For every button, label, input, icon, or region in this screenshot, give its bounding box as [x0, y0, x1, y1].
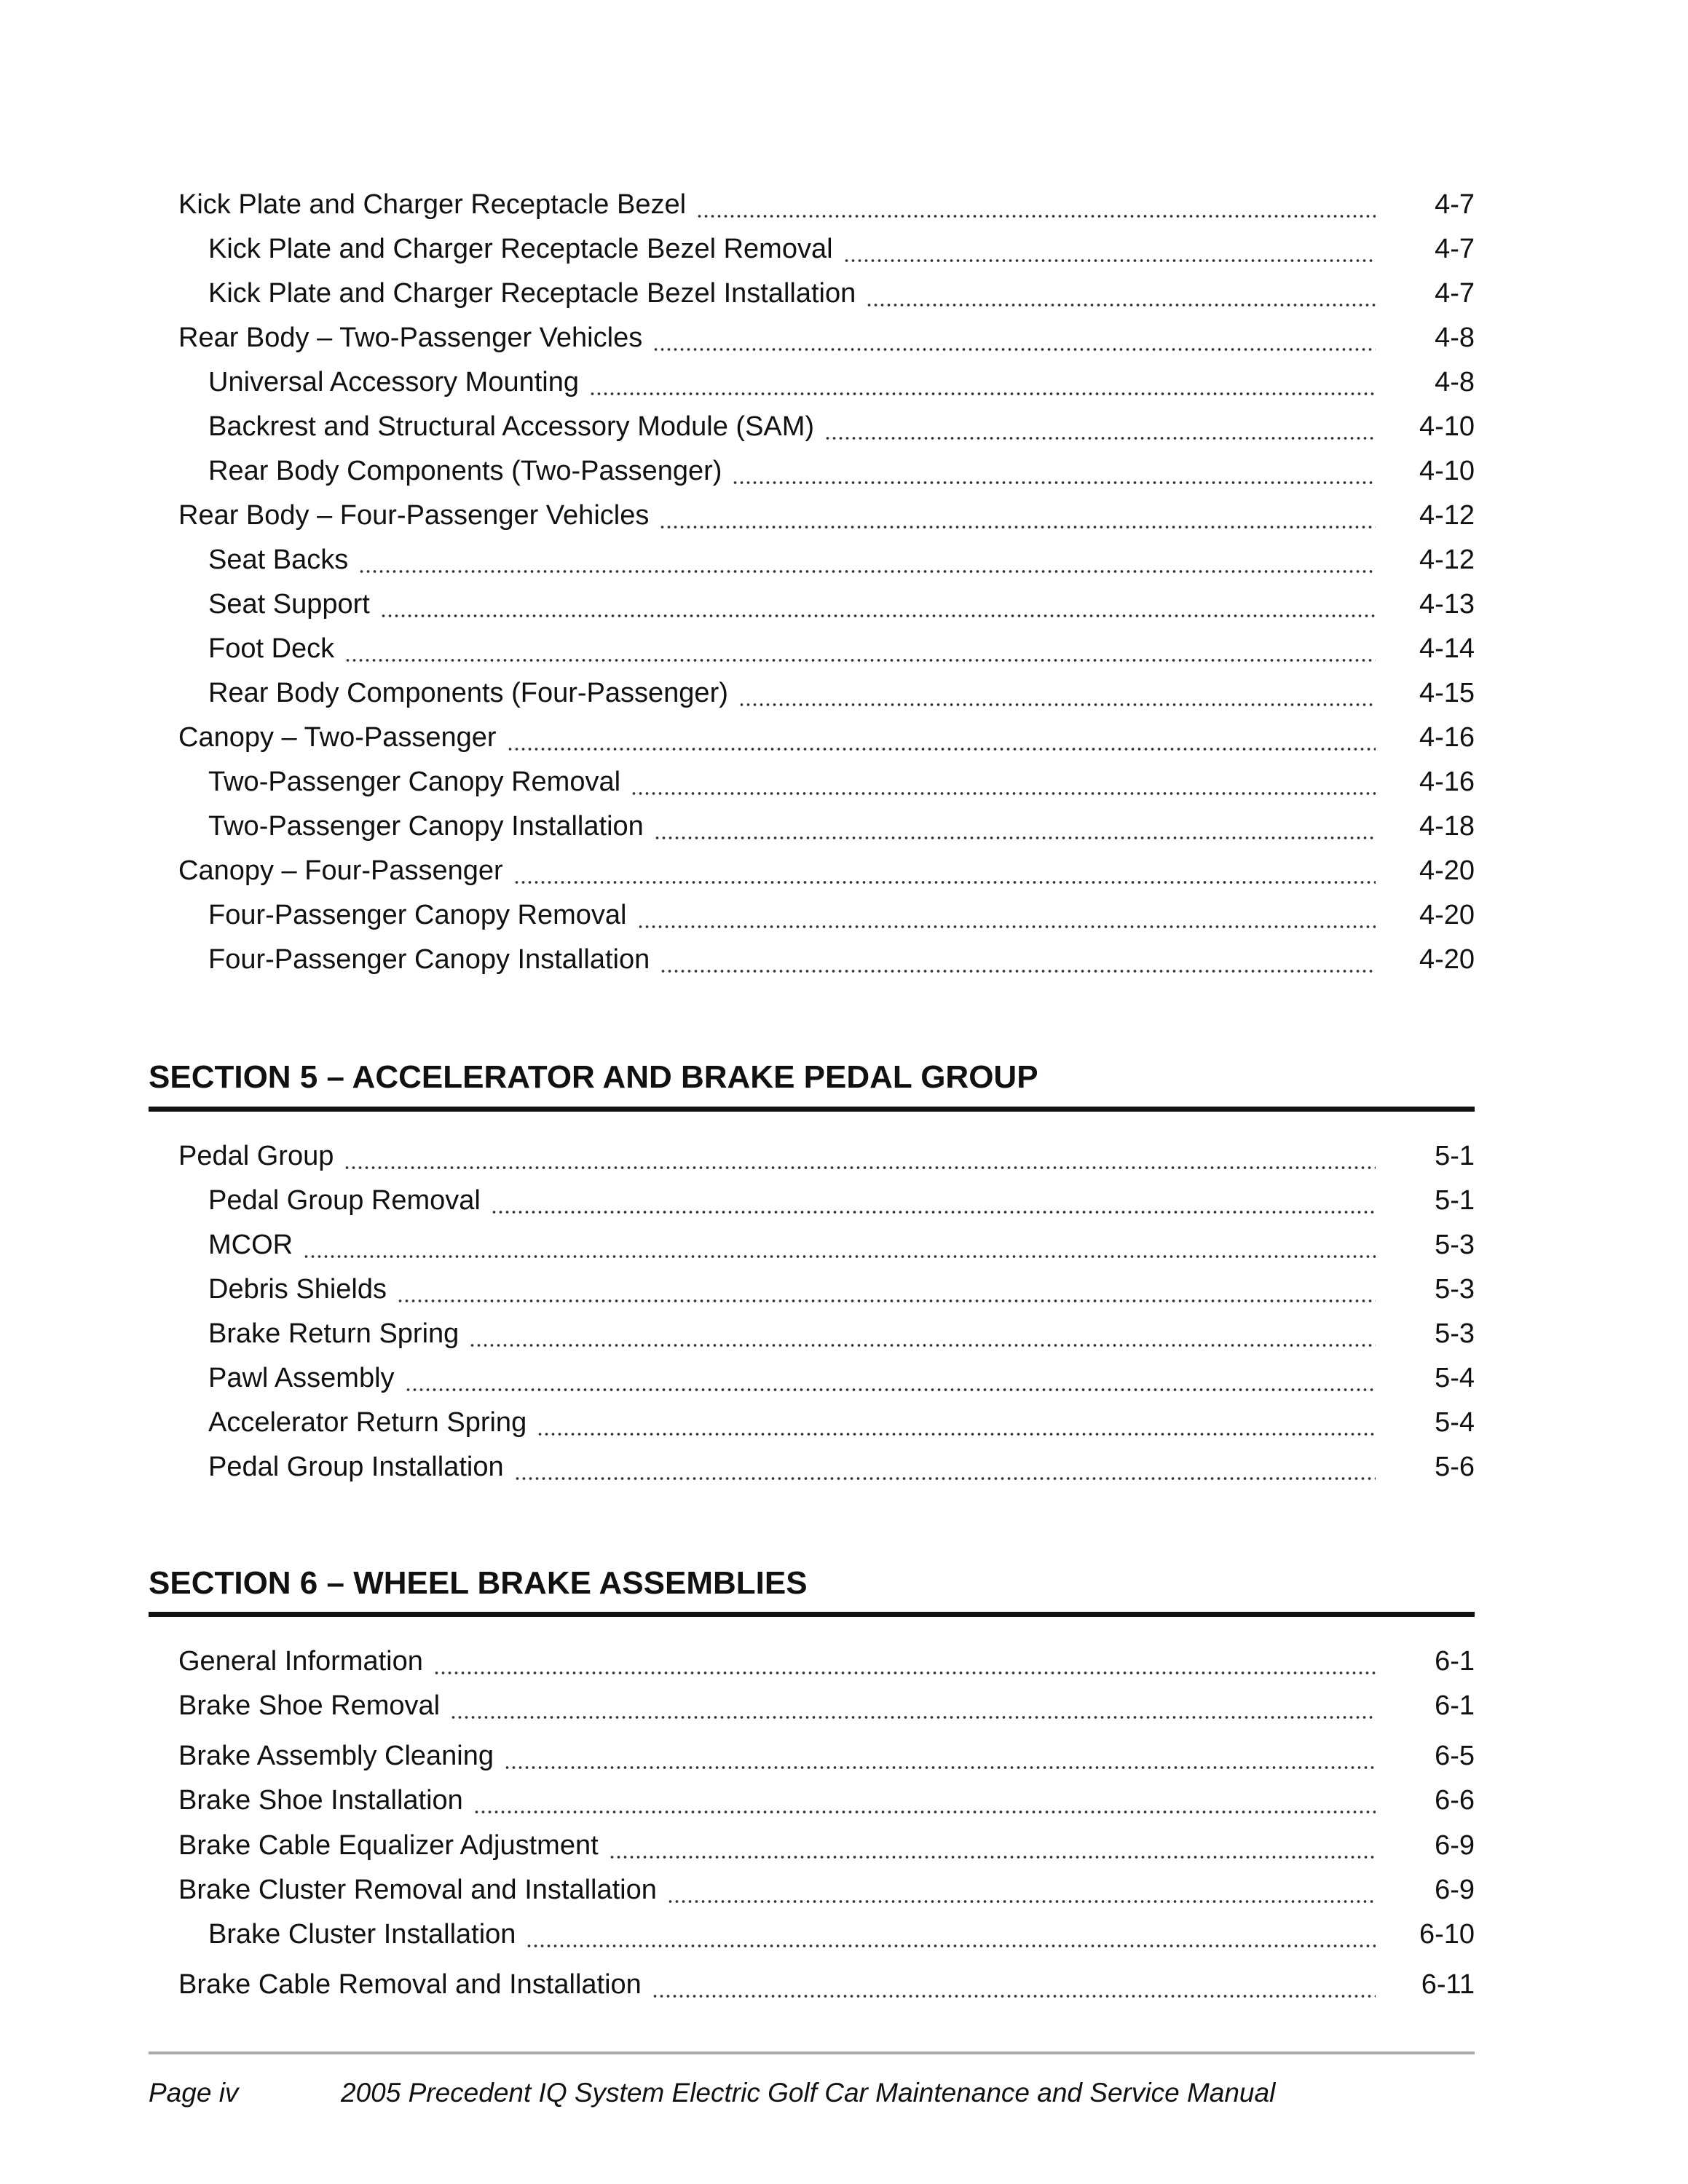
toc-entry-page: 4-12: [1419, 545, 1475, 575]
section-5-rule: [149, 1107, 1475, 1112]
toc-entry-title: Pedal Group Installation: [208, 1452, 504, 1482]
dot-leader: [659, 500, 1376, 529]
toc-entry[interactable]: [208, 673, 1475, 713]
toc-entry-title: Pedal Group: [178, 1141, 334, 1171]
toc-entry-page: 6-11: [1421, 1969, 1475, 2000]
dot-leader: [654, 811, 1376, 840]
toc-entry-page: 4-20: [1419, 900, 1475, 930]
toc-entry[interactable]: [178, 850, 1475, 891]
dot-leader: [303, 1230, 1376, 1259]
toc-entry[interactable]: [208, 273, 1475, 314]
toc-entry-title: Brake Assembly Cleaning: [178, 1741, 494, 1771]
dot-leader: [637, 900, 1376, 929]
toc-entry[interactable]: [178, 1964, 1475, 2005]
section-6-rule: [149, 1612, 1475, 1617]
toc-entry[interactable]: [208, 1447, 1475, 1487]
toc-entry-page: 5-3: [1435, 1230, 1475, 1260]
toc-entry[interactable]: [208, 939, 1475, 980]
toc-entry[interactable]: [178, 1136, 1475, 1176]
dot-leader: [738, 678, 1376, 707]
dot-leader: [344, 633, 1376, 662]
toc-entry-title: Universal Accessory Mounting: [208, 367, 579, 397]
toc-entry-title: Rear Body Components (Two-Passenger): [208, 456, 722, 486]
dot-leader: [491, 1185, 1376, 1214]
footer-manual-title: 2005 Precedent IQ System Electric Golf Car Maintenance and Service Manual: [341, 2078, 1276, 2108]
section-5-heading: SECTION 5 – ACCELERATOR AND BRAKE PEDAL GROUP: [149, 1059, 1038, 1095]
toc-entry-page: 4-18: [1419, 811, 1475, 842]
dot-leader: [344, 1141, 1376, 1170]
toc-entry-title: MCOR: [208, 1230, 293, 1260]
toc-entry[interactable]: [208, 406, 1475, 447]
dot-leader: [866, 278, 1376, 307]
dot-leader: [537, 1407, 1376, 1436]
toc-entry[interactable]: [208, 628, 1475, 669]
toc-entry[interactable]: [178, 1685, 1475, 1726]
toc-entry[interactable]: [208, 1358, 1475, 1398]
toc-entry[interactable]: [178, 1870, 1475, 1910]
toc-entry-page: 4-8: [1435, 323, 1475, 353]
toc-entry-title: Rear Body – Four-Passenger Vehicles: [178, 500, 650, 531]
toc-entry-page: 4-13: [1419, 589, 1475, 620]
dot-leader: [631, 767, 1376, 796]
toc-entry-page: 6-9: [1435, 1875, 1475, 1905]
toc-entry-page: 6-9: [1435, 1830, 1475, 1861]
toc-entry-title: Accelerator Return Spring: [208, 1407, 527, 1438]
toc-entry-title: Canopy – Four-Passenger: [178, 855, 503, 886]
dot-leader: [652, 323, 1376, 352]
dot-leader: [380, 589, 1376, 618]
toc-entry-page: 4-8: [1435, 367, 1475, 397]
toc-entry-title: General Information: [178, 1646, 423, 1677]
toc-entry-page: 4-16: [1419, 767, 1475, 797]
toc-entry-page: 6-1: [1435, 1646, 1475, 1677]
toc-entry[interactable]: [178, 495, 1475, 536]
toc-entry[interactable]: [178, 1736, 1475, 1776]
footer-page-number: Page iv: [149, 2078, 239, 2108]
dot-leader: [660, 944, 1376, 973]
toc-entry-page: 4-12: [1419, 500, 1475, 531]
toc-entry-page: 5-4: [1435, 1407, 1475, 1438]
toc-entry-page: 5-1: [1435, 1185, 1475, 1216]
toc-entry-page: 4-7: [1435, 278, 1475, 309]
toc-entry-title: Brake Shoe Removal: [178, 1690, 441, 1721]
toc-entry-page: 6-5: [1435, 1741, 1475, 1771]
toc-entry[interactable]: [208, 229, 1475, 269]
toc-entry-title: Four-Passenger Canopy Removal: [208, 900, 627, 930]
dot-leader: [696, 189, 1376, 218]
toc-entry-page: 5-1: [1435, 1141, 1475, 1171]
toc-entry[interactable]: [208, 1313, 1475, 1354]
toc-entry[interactable]: [178, 317, 1475, 358]
toc-entry[interactable]: [208, 1224, 1475, 1265]
dot-leader: [358, 545, 1376, 574]
toc-entry[interactable]: [208, 761, 1475, 802]
toc-entry[interactable]: [208, 539, 1475, 580]
dot-leader: [526, 1919, 1376, 1948]
toc-entry[interactable]: [208, 1269, 1475, 1310]
dot-leader: [824, 411, 1376, 440]
toc-entry-title: Brake Cluster Removal and Installation: [178, 1875, 657, 1905]
footer-rule: [149, 2052, 1475, 2054]
toc-entry-page: 4-16: [1419, 722, 1475, 753]
toc-entry-page: 4-14: [1419, 633, 1475, 664]
toc-entry-page: 4-10: [1419, 456, 1475, 486]
toc-entry[interactable]: [208, 451, 1475, 491]
dot-leader: [652, 1969, 1376, 1998]
toc-entry-page: 4-7: [1435, 234, 1475, 264]
dot-leader: [514, 1452, 1376, 1481]
dot-leader: [507, 722, 1376, 751]
toc-entry-title: Brake Shoe Installation: [178, 1785, 463, 1816]
toc-entry-page: 6-1: [1435, 1690, 1475, 1721]
dot-leader: [843, 234, 1376, 263]
toc-entry-title: Kick Plate and Charger Receptacle Bezel: [178, 189, 687, 220]
toc-entry-title: Brake Cluster Installation: [208, 1919, 516, 1950]
toc-entry-title: Kick Plate and Charger Receptacle Bezel Installation: [208, 278, 856, 309]
toc-entry[interactable]: [178, 1641, 1475, 1682]
toc-entry[interactable]: [208, 806, 1475, 847]
toc-entry-title: Foot Deck: [208, 633, 335, 664]
toc-entry-title: Brake Return Spring: [208, 1318, 460, 1349]
toc-entry-title: Rear Body Components (Four-Passenger): [208, 678, 728, 708]
toc-entry[interactable]: [208, 1914, 1475, 1955]
toc-entry[interactable]: [208, 362, 1475, 403]
toc-entry[interactable]: [178, 717, 1475, 758]
dot-leader: [397, 1274, 1376, 1303]
toc-entry[interactable]: [208, 1402, 1475, 1443]
dot-leader: [609, 1830, 1376, 1859]
toc-entry[interactable]: [178, 1825, 1475, 1866]
dot-leader: [504, 1741, 1376, 1770]
toc-entry-page: 6-6: [1435, 1785, 1475, 1816]
toc-entry-title: Backrest and Structural Accessory Module (SAM): [208, 411, 815, 442]
toc-entry[interactable]: [208, 895, 1475, 935]
toc-entry-page: 4-20: [1419, 944, 1475, 975]
toc-entry-title: Brake Cable Equalizer Adjustment: [178, 1830, 599, 1861]
toc-entry-page: 4-7: [1435, 189, 1475, 220]
dot-leader: [589, 367, 1376, 396]
dot-leader: [433, 1646, 1376, 1675]
dot-leader: [732, 456, 1376, 485]
toc-entry-title: Seat Support: [208, 589, 370, 620]
dot-leader: [667, 1875, 1376, 1904]
dot-leader: [513, 855, 1376, 885]
dot-leader: [450, 1690, 1376, 1720]
toc-entry-title: Rear Body – Two-Passenger Vehicles: [178, 323, 643, 353]
toc-entry-page: 5-6: [1435, 1452, 1475, 1482]
toc-entry-title: Two-Passenger Canopy Installation: [208, 811, 644, 842]
toc-entry-title: Kick Plate and Charger Receptacle Bezel Removal: [208, 234, 833, 264]
section-6-heading: SECTION 6 – WHEEL BRAKE ASSEMBLIES: [149, 1565, 808, 1601]
toc-entry[interactable]: [208, 1180, 1475, 1221]
dot-leader: [469, 1318, 1376, 1348]
toc-entry-title: Brake Cable Removal and Installation: [178, 1969, 642, 2000]
toc-entry-title: Two-Passenger Canopy Removal: [208, 767, 621, 797]
toc-entry-title: Seat Backs: [208, 545, 349, 575]
toc-entry-page: 4-15: [1419, 678, 1475, 708]
dot-leader: [473, 1785, 1376, 1814]
toc-entry-title: Four-Passenger Canopy Installation: [208, 944, 650, 975]
toc-entry-title: Pedal Group Removal: [208, 1185, 481, 1216]
toc-entry-title: Canopy – Two-Passenger: [178, 722, 497, 753]
dot-leader: [405, 1363, 1376, 1392]
toc-entry-page: 6-10: [1419, 1919, 1475, 1950]
toc-entry-page: 5-3: [1435, 1274, 1475, 1305]
toc-entry[interactable]: [178, 184, 1475, 225]
toc-entry-title: Pawl Assembly: [208, 1363, 395, 1393]
toc-entry-page: 5-3: [1435, 1318, 1475, 1349]
toc-entry[interactable]: [208, 584, 1475, 625]
toc-entry-page: 5-4: [1435, 1363, 1475, 1393]
toc-entry-page: 4-20: [1419, 855, 1475, 886]
toc-entry-page: 4-10: [1419, 411, 1475, 442]
toc-entry[interactable]: [178, 1780, 1475, 1821]
toc-entry-title: Debris Shields: [208, 1274, 387, 1305]
